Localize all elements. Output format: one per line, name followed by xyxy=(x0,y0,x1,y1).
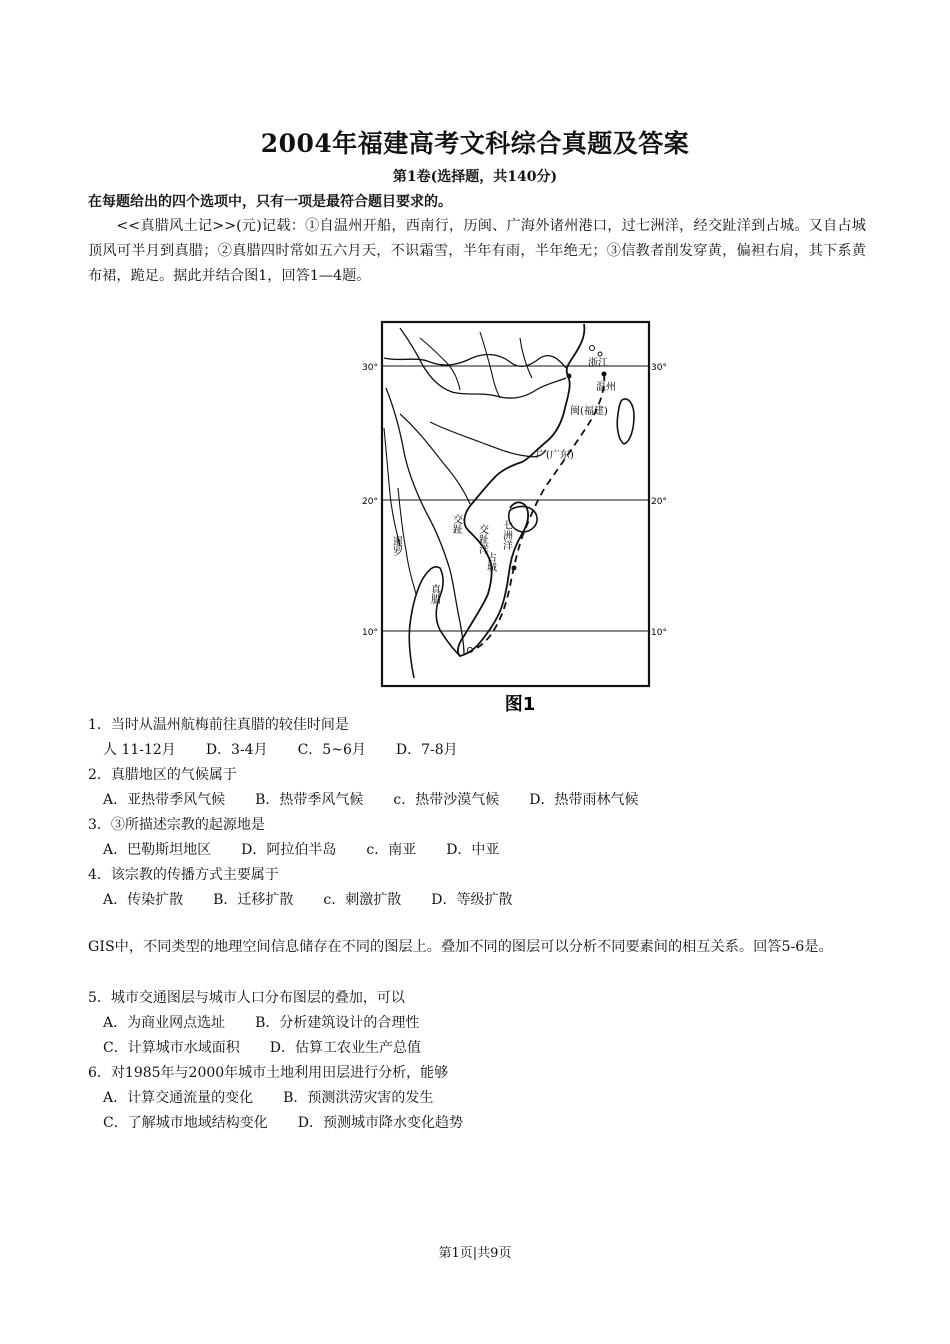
option: c．热带沙漠气候 xyxy=(393,792,500,808)
map-label-zhancheng: 占城 xyxy=(484,552,496,572)
map-label-siam: 暹罗 xyxy=(390,536,402,556)
question-1: 1．当时从温州航梅前往真腊的较佳时间是 xyxy=(88,717,349,733)
option: A．巴勒斯坦地区 xyxy=(103,842,212,858)
option: C．5~6月 xyxy=(297,742,366,758)
option: D．中亚 xyxy=(446,842,500,858)
question-5: 5．城市交通图层与城市人口分布图层的叠加，可以 xyxy=(88,990,405,1006)
lat-label: 20° xyxy=(651,497,667,507)
option: c．南亚 xyxy=(366,842,417,858)
option: A．为商业网点选址 xyxy=(103,1015,226,1031)
question-3: 3．③所描述宗教的起源地是 xyxy=(88,817,265,833)
city-dot xyxy=(567,374,572,379)
instruction-text: 在每题给出的四个选项中，只有一项是最符合题目要求的。 xyxy=(88,194,452,210)
river-tributary-2 xyxy=(480,332,500,398)
option: 人 11-12月 xyxy=(103,742,176,758)
map-label-jiaozhi-yang: 交趾洋 xyxy=(476,524,488,554)
map-label-min: 闽(福建) xyxy=(570,406,608,417)
river-salween xyxy=(384,428,400,546)
option: A．计算交通流量的变化 xyxy=(103,1090,254,1106)
option: B．分析建筑设计的合理性 xyxy=(255,1015,420,1031)
island-mark xyxy=(590,346,595,351)
passage-gis: GIS中，不同类型的地理空间信息储存在不同的图层上。叠加不同的图层可以分析不同要素间的相互关系。回答5-6是。 xyxy=(88,939,833,955)
question-6: 6．对1985年与2000年城市土地利用田层进行分析，能够 xyxy=(88,1065,449,1081)
lat-label: 10° xyxy=(651,628,667,638)
option: D．估算工农业生产总值 xyxy=(269,1040,421,1056)
question-5-options-row1 xyxy=(88,1011,493,1036)
option: B．预测洪涝灾害的发生 xyxy=(283,1090,434,1106)
page-title: 2004年福建高考文科综合真题及答案 xyxy=(260,129,690,158)
map-label-jiaozhi: 交趾 xyxy=(450,514,462,534)
section-subtitle: 第1卷(选择题，共140分) xyxy=(392,169,558,185)
river-tributary-3 xyxy=(520,338,532,378)
map-label-zhejiang: 浙江 xyxy=(588,358,608,369)
question-group-2 xyxy=(88,986,493,1136)
option: A．亚热带季风气候 xyxy=(103,792,226,808)
city-dot xyxy=(512,566,517,571)
river-yangtze xyxy=(400,328,566,398)
map-label-wenzhou: 温州 xyxy=(596,382,616,393)
option: A．传染扩散 xyxy=(103,892,184,908)
option: B．迁移扩散 xyxy=(213,892,294,908)
city-dot xyxy=(602,372,607,377)
question-4-options xyxy=(88,888,669,913)
option: D．等级扩散 xyxy=(431,892,513,908)
map-label-zhenla: 真腊 xyxy=(428,584,440,604)
lat-label: 20° xyxy=(362,497,378,507)
map-label-qizhou-yang: 七洲洋 xyxy=(500,520,512,550)
taiwan-island xyxy=(617,399,634,444)
passage-zhenla: <<真腊风土记>>(元)记载：①自温州开船，西南行，历闽、广海外诸州港口，过七洲洋，经交趾洋到占城。又自占城顶风可半月到真腊；②真腊四时常如五六月天，不识霜雪，半年有雨，半年绝无；③信教者削发穿黄，偏袒右肩，其下系黄布裙，跪足。据此并结合图1，回答1—4题。 xyxy=(88,218,866,284)
option: D．7-8月 xyxy=(395,742,458,758)
map-svg xyxy=(360,318,680,713)
coastline xyxy=(458,324,584,656)
page-footer: 第1页|共9页 xyxy=(438,1246,512,1261)
option: D．热带雨林气候 xyxy=(529,792,639,808)
figure-caption: 图1 xyxy=(504,694,536,713)
option: C．了解城市地域结构变化 xyxy=(103,1115,268,1131)
question-2-options xyxy=(88,788,669,813)
question-6-options-row1 xyxy=(88,1086,493,1111)
question-6-options-row2 xyxy=(88,1111,493,1136)
river-xijiang xyxy=(430,422,546,457)
lat-label: 30° xyxy=(651,363,667,373)
question-group-1 xyxy=(88,713,669,913)
option: D．预测城市降水变化趋势 xyxy=(297,1115,463,1131)
map-label-guang: 广(广东) xyxy=(536,450,574,461)
option: B．热带季风气候 xyxy=(255,792,364,808)
option: D．阿拉伯半岛 xyxy=(241,842,337,858)
option: c．刺激扩散 xyxy=(323,892,402,908)
option: D．3-4月 xyxy=(205,742,268,758)
question-2: 2．真腊地区的气候属于 xyxy=(88,767,237,783)
question-1-options xyxy=(88,738,669,763)
question-5-options-row2 xyxy=(88,1036,493,1061)
island-mark xyxy=(598,352,602,356)
lat-label: 30° xyxy=(362,363,378,373)
question-3-options xyxy=(88,838,669,863)
question-4: 4．该宗教的传播方式主要属于 xyxy=(88,867,279,883)
option: C．计算城市水域面积 xyxy=(103,1040,240,1056)
figure-1-map xyxy=(360,318,680,713)
river-red xyxy=(400,414,470,504)
lat-label: 10° xyxy=(362,628,378,638)
